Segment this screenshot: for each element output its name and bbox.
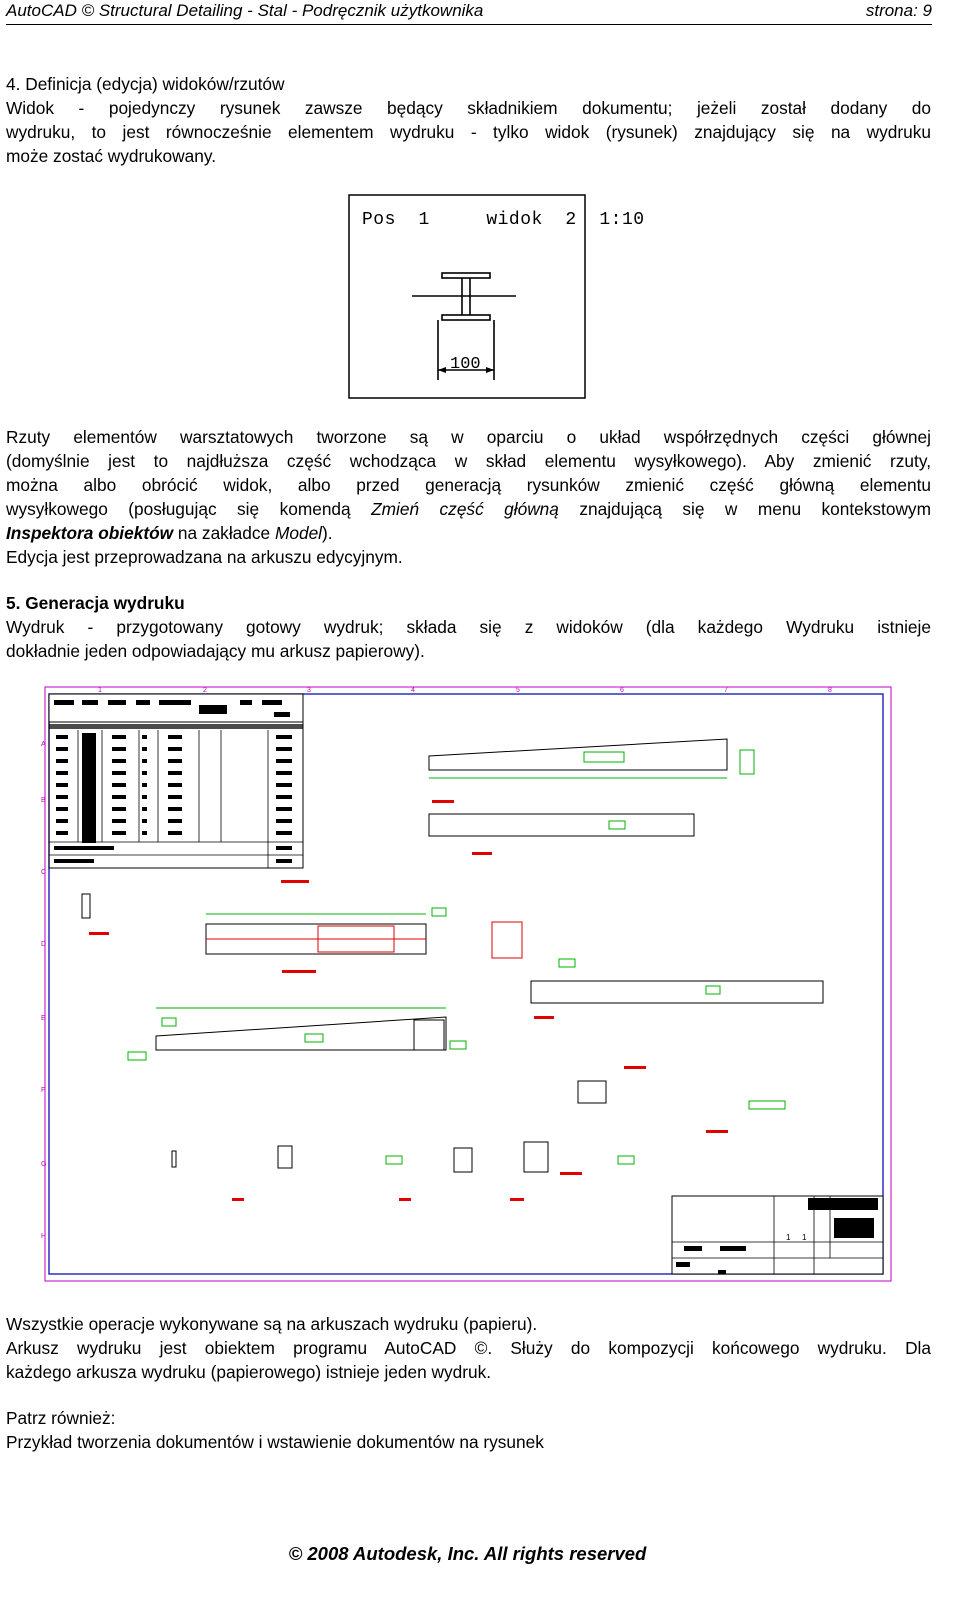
- projections-line-5: [6, 521, 931, 545]
- row-marker: G: [41, 1161, 47, 1168]
- col-marker: 6: [620, 687, 624, 694]
- section-4: [6, 72, 931, 168]
- projections-line-6: Edycja jest przeprowadzana na arkuszu edycyjnym.: [6, 547, 403, 567]
- projections-paragraph: [6, 425, 931, 569]
- projections-line-3: można albo obrócić widok, albo przed generacją rysunków zmienić część główną elementu: [6, 475, 931, 495]
- projections-line-5-end: ).: [322, 523, 333, 543]
- projections-line-4-pre: wysyłkowego (posługując się komendą: [6, 499, 351, 519]
- col-marker: 2: [203, 687, 207, 694]
- col-marker: 4: [411, 687, 415, 694]
- projections-line-2: (domyślnie jest to najdłuższa część wchodząca w skład elementu wysyłkowego). Aby zmienić rzuty,: [6, 451, 931, 471]
- page-header: [6, 0, 932, 25]
- sheet-outer-frame: [45, 687, 891, 1281]
- row-marker: D: [41, 941, 47, 948]
- row-marker: B: [41, 797, 46, 804]
- command-change-main-part: Zmień część główną: [371, 499, 559, 519]
- printout-notes: [6, 1312, 931, 1384]
- page-number: strona: 9: [865, 1, 932, 20]
- see-also-link[interactable]: Przykład tworzenia dokumentów i wstawienie dokumentów na rysunek: [6, 1432, 544, 1452]
- col-marker: 8: [828, 687, 832, 694]
- see-also-label: Patrz również:: [6, 1408, 116, 1428]
- printout-note-3: każdego arkusza wydruku (papierowego) istnieje jeden wydruk.: [6, 1362, 492, 1382]
- document-title: AutoCAD © Structural Detailing - Stal - Podręcznik użytkownika: [6, 1, 484, 20]
- section-4-line-1: Widok - pojedynczy rysunek zawsze będący składnikiem dokumentu; jeżeli został dodany do: [6, 98, 931, 118]
- row-marker: A: [41, 741, 46, 748]
- projections-line-4-post: znajdującą się w menu kontekstowym: [579, 499, 931, 519]
- row-marker: F: [41, 1087, 46, 1094]
- title-block-sheet-count: 1: [802, 1233, 807, 1242]
- row-marker: E: [41, 1015, 46, 1022]
- section-4-line-3: może zostać wydrukowany.: [6, 146, 217, 166]
- col-marker: 7: [724, 687, 728, 694]
- section-4-line-2: wydruku, to jest równocześnie elementem wydruku - tylko widok (rysunek) znajdujący się na wydruku: [6, 122, 931, 142]
- object-inspector-ref: Inspektora obiektów: [6, 523, 174, 543]
- section-5-line-1: Wydruk - przygotowany gotowy wydruk; składa się z widoków (dla każdego Wydruku istnieje: [6, 617, 931, 637]
- section-5: [6, 591, 931, 663]
- copyright-footer: © 2008 Autodesk, Inc. All rights reserved: [288, 1543, 647, 1564]
- section-5-line-2: dokładnie jeden odpowiadający mu arkusz papierowy).: [6, 641, 425, 661]
- title-block-sheet-number: 1: [786, 1233, 791, 1242]
- col-marker: 5: [516, 687, 520, 694]
- row-marker: C: [41, 869, 47, 876]
- projections-line-5-mid: na zakładce: [177, 523, 271, 543]
- title-block: [672, 1196, 883, 1274]
- printout-note-1: Wszystkie operacje wykonywane są na arkuszach wydruku (papieru).: [6, 1314, 538, 1334]
- printout-note-2: Arkusz wydruku jest obiektem programu AutoCAD ©. Służy do kompozycji końcowego wydruku. Dla: [6, 1338, 931, 1358]
- col-marker: 3: [307, 687, 311, 694]
- col-marker: 1: [98, 687, 102, 694]
- row-marker: H: [41, 1233, 47, 1240]
- view-label: Pos 1 widok 2 1:10: [362, 210, 645, 230]
- view-definition-figure: [348, 194, 645, 399]
- dimension-text: 100: [450, 355, 481, 374]
- section-4-heading: 4. Definicja (edycja) widoków/rzutów: [6, 74, 285, 94]
- model-tab-ref: Model: [274, 523, 323, 543]
- projections-line-1: Rzuty elementów warsztatowych tworzone są w oparciu o układ współrzędnych części głównej: [6, 427, 931, 447]
- section-5-heading: 5. Generacja wydruku: [6, 593, 185, 613]
- printout-sheet-figure: [41, 686, 892, 1282]
- projections-line-4: [6, 497, 931, 521]
- see-also: [6, 1406, 931, 1454]
